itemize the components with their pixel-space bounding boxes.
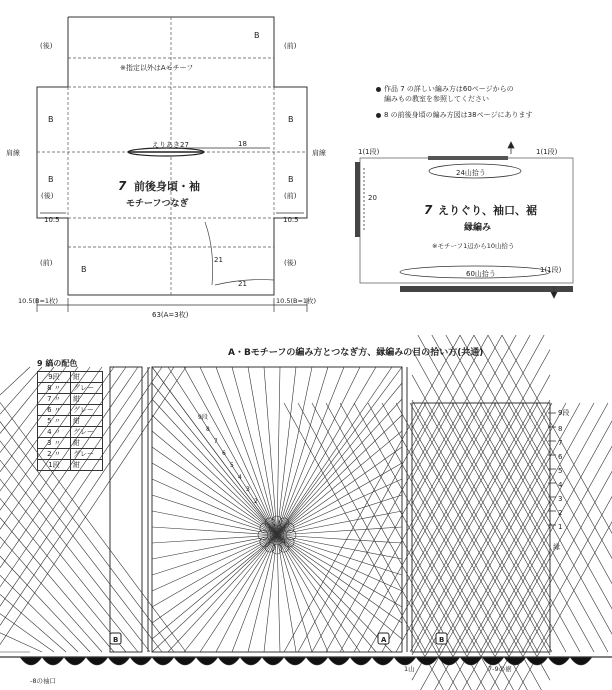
dim-18: 18 [238, 140, 247, 148]
row-color: グレー [71, 427, 103, 438]
edge-label: 縁 [553, 543, 560, 551]
row-label-6: 6 [558, 453, 563, 461]
row-label-8: 8 [558, 425, 563, 433]
label-front-bottom: (前) [284, 192, 297, 200]
note-3-text: 8 の前後身頃の編み方図は38ページにあります [384, 111, 533, 119]
row-color: グレー [71, 383, 103, 394]
row-label-7: 7 [558, 439, 563, 447]
row-label: 9段 [38, 372, 71, 383]
row-color: グレー [71, 405, 103, 416]
dim-right-10-5: 10.5 [283, 216, 299, 224]
label-back-top: (後) [40, 42, 53, 50]
side-b-1: B [48, 115, 54, 124]
row-color: 紺 [71, 416, 103, 427]
stitches-24: 24山拾う [456, 169, 486, 177]
notes-block [376, 84, 606, 120]
stitch-chart [0, 335, 612, 690]
label-front-right: (前) [284, 42, 297, 50]
dim-left-10-5: 10.5 [44, 216, 60, 224]
border-number: 7 [424, 203, 433, 217]
border-subtitle: 縁編み [464, 223, 492, 233]
row-label: 8 〃 [38, 383, 71, 394]
dim-20: 20 [368, 194, 377, 202]
label-back-right: (後) [284, 259, 297, 267]
foot-mid: 1山 [404, 665, 415, 673]
chart-title: A・Bモチーフの編み方とつなぎ方、縁編みの目の拾い方(共通) [228, 348, 484, 358]
motif-marker-b-right [436, 633, 447, 644]
note-1 [376, 84, 606, 94]
bottom-dim-mid: 63(A=3枚) [152, 311, 189, 319]
row-color: 紺 [71, 460, 103, 471]
bottom-dim-right: 10.5(B=1枚) [276, 297, 317, 305]
center-label-2: 2 [254, 498, 258, 505]
center-label-3: 3 [246, 486, 250, 493]
side-b-4: B [288, 175, 294, 184]
dim-top-right: 1(1段) [536, 148, 558, 156]
dim-bottom: 1(1段) [540, 266, 562, 274]
row-label: 5 〃 [38, 416, 71, 427]
border-schematic [340, 140, 612, 310]
foot-left: -8の袖口 [30, 677, 56, 685]
foot-right: 7-9の裾 [488, 665, 512, 673]
row-label: 1段 [38, 460, 71, 471]
row-color: 紺 [71, 372, 103, 383]
row-label-3: 3 [558, 495, 563, 503]
stitches-60: 60山拾う [466, 270, 496, 278]
dim-21-b: 21 [238, 280, 247, 288]
row-label-2: 2 [558, 509, 563, 517]
note-2-text: 編みもの教室を参照してください [384, 95, 489, 103]
row-label: 3 〃 [38, 438, 71, 449]
motif-a-text: A [381, 636, 387, 644]
motif-marker-b-left [110, 633, 121, 644]
label-front-left: (前) [40, 259, 53, 267]
side-b-3: B [288, 115, 294, 124]
body-sleeve-schematic [0, 0, 340, 330]
dim-top-left: 1(1段) [358, 148, 380, 156]
label-back-left: (後) [41, 192, 54, 200]
row-color: グレー [71, 449, 103, 460]
center-label-9: 9段 [198, 414, 208, 421]
schematic-number: 7 [118, 179, 127, 193]
dim-21-a: 21 [214, 256, 223, 264]
motif-note: ※指定以外はAモチーフ [120, 64, 194, 72]
row-label: 4 〃 [38, 427, 71, 438]
neck-width-label: えりあき27 [152, 141, 189, 149]
row-color: 紺 [71, 438, 103, 449]
border-title: えりぐり、袖口、裾 [438, 204, 537, 217]
row-label-9: 9段 [558, 409, 570, 417]
center-label-6: 6 [222, 450, 226, 457]
note-1-text: 作品 7 の詳しい編み方は60ページからの [384, 85, 514, 93]
side-b-2: B [48, 175, 54, 184]
bottom-dim-left: 10.5(B=1枚) [18, 297, 59, 305]
center-label-5: 5 [230, 462, 234, 469]
side-b-6: B [254, 31, 260, 40]
center-label-8: 8 [206, 426, 210, 433]
row-label: 6 〃 [38, 405, 71, 416]
side-b-5: B [81, 265, 87, 274]
note-3 [376, 110, 606, 120]
center-label-7: 7 [214, 438, 218, 445]
color-table-title: 9 縞の配色 [37, 359, 78, 368]
row-label: 7 〃 [38, 394, 71, 405]
right-row-labels [558, 408, 569, 531]
row-label-5: 5 [558, 467, 563, 475]
motif-b-left-text: B [113, 636, 119, 644]
row-label-4: 4 [558, 481, 563, 489]
pick-note: ※モチーフ1辺から10山拾う [432, 242, 515, 250]
shoulder-left: 肩線 [6, 149, 20, 157]
schematic-title: 前後身頃・袖 [134, 180, 200, 193]
motif-b-right-text: B [439, 636, 445, 644]
motif-marker-a [378, 633, 389, 644]
row-color: 紺 [71, 394, 103, 405]
schematic-subtitle: モチーフつなぎ [126, 199, 189, 209]
note-2 [376, 94, 606, 104]
row-label-1: 1 [558, 523, 563, 531]
shoulder-right: 肩線 [312, 149, 326, 157]
row-label: 2 〃 [38, 449, 71, 460]
center-label-4: 4 [238, 474, 242, 481]
